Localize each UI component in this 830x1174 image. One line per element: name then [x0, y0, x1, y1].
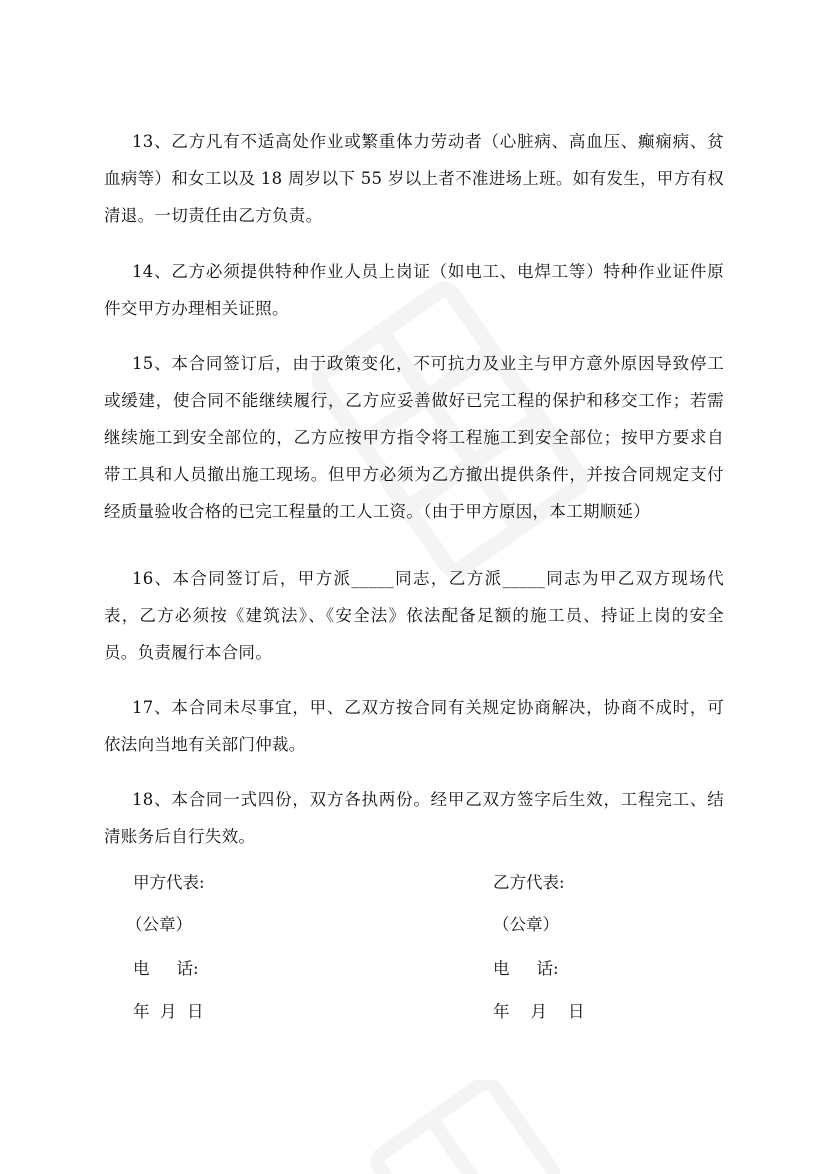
watermark-graphic-bottom — [330, 1080, 590, 1174]
party-a-phone: 电 话: — [133, 959, 199, 978]
clause-14 — [104, 253, 724, 327]
clause-13-text: 13、乙方凡有不适高处作业或繁重体力劳动者（心脏病、高血压、癫痫病、贫血病等）和女工以及 18 周岁以下 55 岁以上者不准进场上班。如有发生，甲方有权清退。一切责任由乙方负责。 — [104, 132, 724, 225]
clause-16 — [104, 560, 724, 671]
clause-17 — [104, 689, 724, 763]
party-a-date: 年 月 日 — [133, 1002, 204, 1021]
clause-17-text: 17、本合同未尽事宜，甲、乙双方按合同有关规定协商解决，协商不成时，可依法向当地有关部门仲裁。 — [104, 698, 724, 754]
clause-15-text: 15、本合同签订后，由于政策变化，不可抗力及业主与甲方意外原因导致停工或缓建，使合同不能继续履行，乙方应妥善做好已完工程的保护和移交工作；若需继续施工到安全部位的，乙方应按甲方指令将工程施工到安全部位；按甲方要求自带工具和人员撤出施工现场。但甲方必须为乙方撤出提供条件，并按合同规定支付经质量验收合格的已完工程量的工人工资。（由于甲方原因，本工期顺延） — [104, 354, 724, 521]
party-b-representative: 乙方代表: — [493, 873, 565, 892]
clause-18 — [104, 781, 724, 855]
party-b-date: 年 月 日 — [493, 1002, 585, 1021]
clause-13 — [104, 123, 724, 234]
party-a-seal: （公章） — [126, 915, 192, 934]
clause-18-text: 18、本合同一式四份，双方各执两份。经甲乙双方签字后生效，工程完工、结清账务后自行失效。 — [104, 790, 724, 846]
clause-14-text: 14、乙方必须提供特种作业人员上岗证（如电工、电焊工等）特种作业证件原件交甲方办理相关证照。 — [104, 262, 724, 318]
clause-15 — [104, 345, 724, 530]
party-b-seal: （公章） — [493, 915, 559, 934]
clause-16-text: 16、本合同签订后，甲方派_____同志，乙方派_____同志为甲乙双方现场代表，乙方必须按《建筑法》、《安全法》依法配备足额的施工员、持证上岗的安全员。负责履行本合同。 — [104, 569, 724, 662]
party-a-representative: 甲方代表: — [133, 873, 205, 892]
party-b-phone: 电 话: — [493, 959, 559, 978]
